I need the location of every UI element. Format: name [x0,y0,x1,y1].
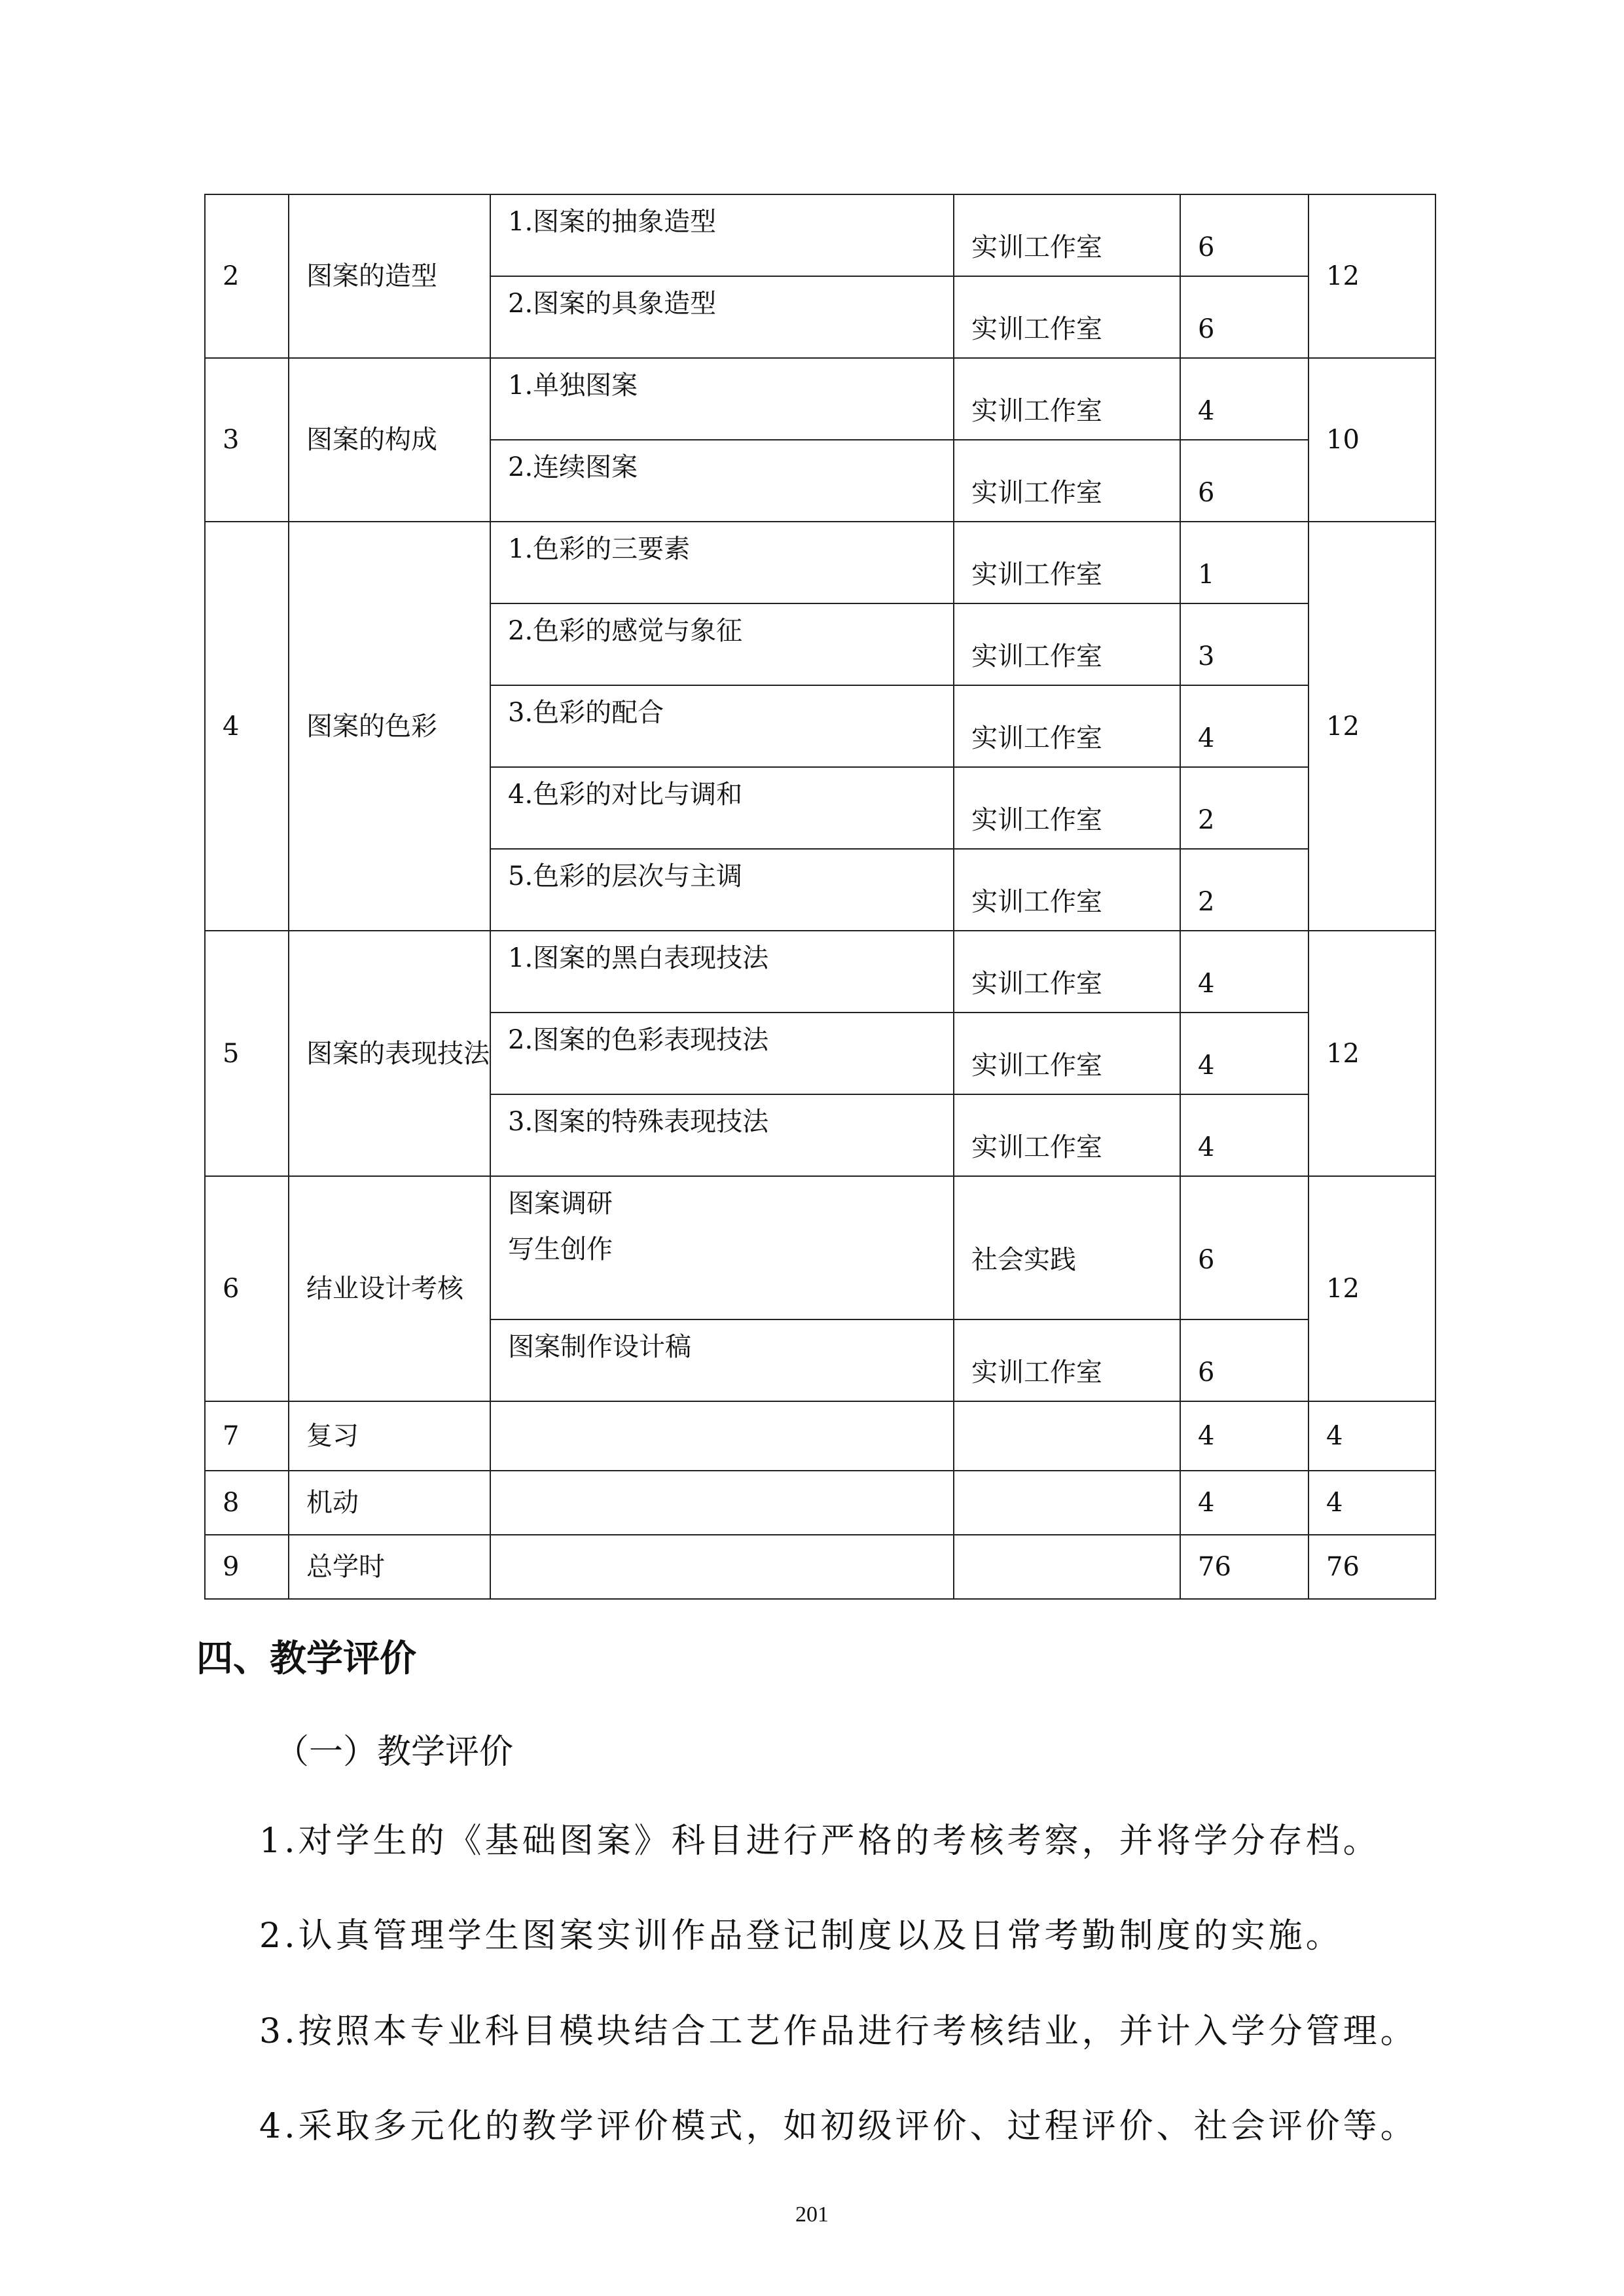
content-line: 2.色彩的感觉与象征 [508,616,743,646]
location-cell: 实训工作室 [954,1013,1180,1094]
table-row [205,358,1435,440]
location-cell: 实训工作室 [954,603,1180,685]
table-row [205,1401,1435,1471]
content-cell [490,603,954,685]
location-cell: 实训工作室 [954,194,1180,276]
table-row [205,194,1435,276]
content-cell [490,1013,954,1094]
hours-cell: 6 [1180,194,1308,276]
hours-cell: 4 [1180,1094,1308,1176]
module-name-cell: 结业设计考核 [289,1176,490,1401]
content-cell [490,685,954,767]
content-cell [490,1535,954,1599]
content-cell [490,440,954,522]
hours-cell: 76 [1180,1535,1308,1599]
content-cell [490,1471,954,1535]
hours-cell: 6 [1180,440,1308,522]
content-line: 1.图案的抽象造型 [508,207,717,237]
hours-cell: 6 [1180,276,1308,358]
content-line: 5.色彩的层次与主调 [508,861,743,891]
evaluation-item-1: 1.对学生的《基础图案》科目进行严格的考核考察，并将学分存档。 [259,1821,1380,1861]
content-line: 1.图案的黑白表现技法 [508,943,769,973]
content-cell [490,276,954,358]
hours-cell: 6 [1180,1319,1308,1401]
location-cell: 实训工作室 [954,849,1180,931]
content-line: 1.色彩的三要素 [508,534,691,564]
hours-cell: 2 [1180,767,1308,849]
name-cell: 机动 [289,1471,490,1535]
content-cell [490,931,954,1013]
subsection-title: （一）教学评价 [275,1732,514,1772]
row-number-cell: 5 [205,931,289,1176]
module-name-cell: 图案的构成 [289,358,490,522]
total-hours-cell: 12 [1308,931,1435,1176]
hours-cell: 4 [1180,1013,1308,1094]
total-hours-cell: 12 [1308,194,1435,358]
location-cell: 实训工作室 [954,276,1180,358]
hours-cell: 4 [1180,1471,1308,1535]
location-cell [954,1471,1180,1535]
total-hours-cell: 12 [1308,1176,1435,1401]
content-line: 2.图案的色彩表现技法 [508,1025,769,1055]
content-line: 2.连续图案 [508,452,638,482]
table-row [205,522,1435,603]
course-schedule-table [204,194,1436,1600]
evaluation-item-2: 2.认真管理学生图案实训作品登记制度以及日常考勤制度的实施。 [259,1916,1343,1956]
content-cell [490,194,954,276]
hours-cell: 2 [1180,849,1308,931]
content-line: 3.色彩的配合 [508,698,664,728]
row-number-cell: 2 [205,194,289,358]
module-name-cell: 图案的表现技法 [289,931,490,1176]
hours-cell: 1 [1180,522,1308,603]
total-cell: 4 [1308,1471,1435,1535]
table-row [205,1176,1435,1319]
hours-cell: 4 [1180,358,1308,440]
total-hours-cell: 12 [1308,522,1435,931]
location-cell: 实训工作室 [954,522,1180,603]
section-title: 四、教学评价 [196,1638,416,1680]
total-cell: 4 [1308,1401,1435,1471]
total-cell: 76 [1308,1535,1435,1599]
content-line: 1.单独图案 [508,370,638,401]
no-cell: 7 [205,1401,289,1471]
row-number-cell: 4 [205,522,289,931]
hours-cell: 4 [1180,931,1308,1013]
content-cell [490,767,954,849]
module-name-cell: 图案的色彩 [289,522,490,931]
module-name-cell: 图案的造型 [289,194,490,358]
content-cell [490,522,954,603]
content-cell [490,1319,954,1401]
table-row [205,1535,1435,1599]
content-line: 4.色彩的对比与调和 [508,780,743,810]
location-cell: 实训工作室 [954,1319,1180,1401]
location-cell: 实训工作室 [954,767,1180,849]
hours-cell: 3 [1180,603,1308,685]
evaluation-item-3: 3.按照本专业科目模块结合工艺作品进行考核结业，并计入学分管理。 [259,2012,1418,2051]
location-cell: 实训工作室 [954,358,1180,440]
content-line: 图案调研 [508,1189,613,1219]
hours-cell: 4 [1180,685,1308,767]
content-line: 写生创作 [508,1234,613,1265]
row-number-cell: 3 [205,358,289,522]
total-hours-cell: 10 [1308,358,1435,522]
no-cell: 9 [205,1535,289,1599]
no-cell: 8 [205,1471,289,1535]
content-line: 2.图案的具象造型 [508,289,717,319]
content-cell [490,849,954,931]
table-row [205,931,1435,1013]
hours-cell: 6 [1180,1176,1308,1319]
content-line: 3.图案的特殊表现技法 [508,1107,769,1137]
content-cell [490,1401,954,1471]
location-cell: 实训工作室 [954,440,1180,522]
location-cell [954,1535,1180,1599]
content-cell [490,1176,954,1319]
name-cell: 复习 [289,1401,490,1471]
table-row [205,1471,1435,1535]
hours-cell: 4 [1180,1401,1308,1471]
location-cell [954,1401,1180,1471]
content-line: 图案制作设计稿 [508,1332,691,1362]
content-cell [490,1094,954,1176]
row-number-cell: 6 [205,1176,289,1401]
location-cell: 实训工作室 [954,685,1180,767]
location-cell: 实训工作室 [954,931,1180,1013]
page-number: 201 [795,2202,829,2227]
name-cell: 总学时 [289,1535,490,1599]
location-cell: 社会实践 [954,1176,1180,1319]
content-cell [490,358,954,440]
evaluation-item-4: 4.采取多元化的教学评价模式，如初级评价、过程评价、社会评价等。 [259,2107,1418,2146]
location-cell: 实训工作室 [954,1094,1180,1176]
